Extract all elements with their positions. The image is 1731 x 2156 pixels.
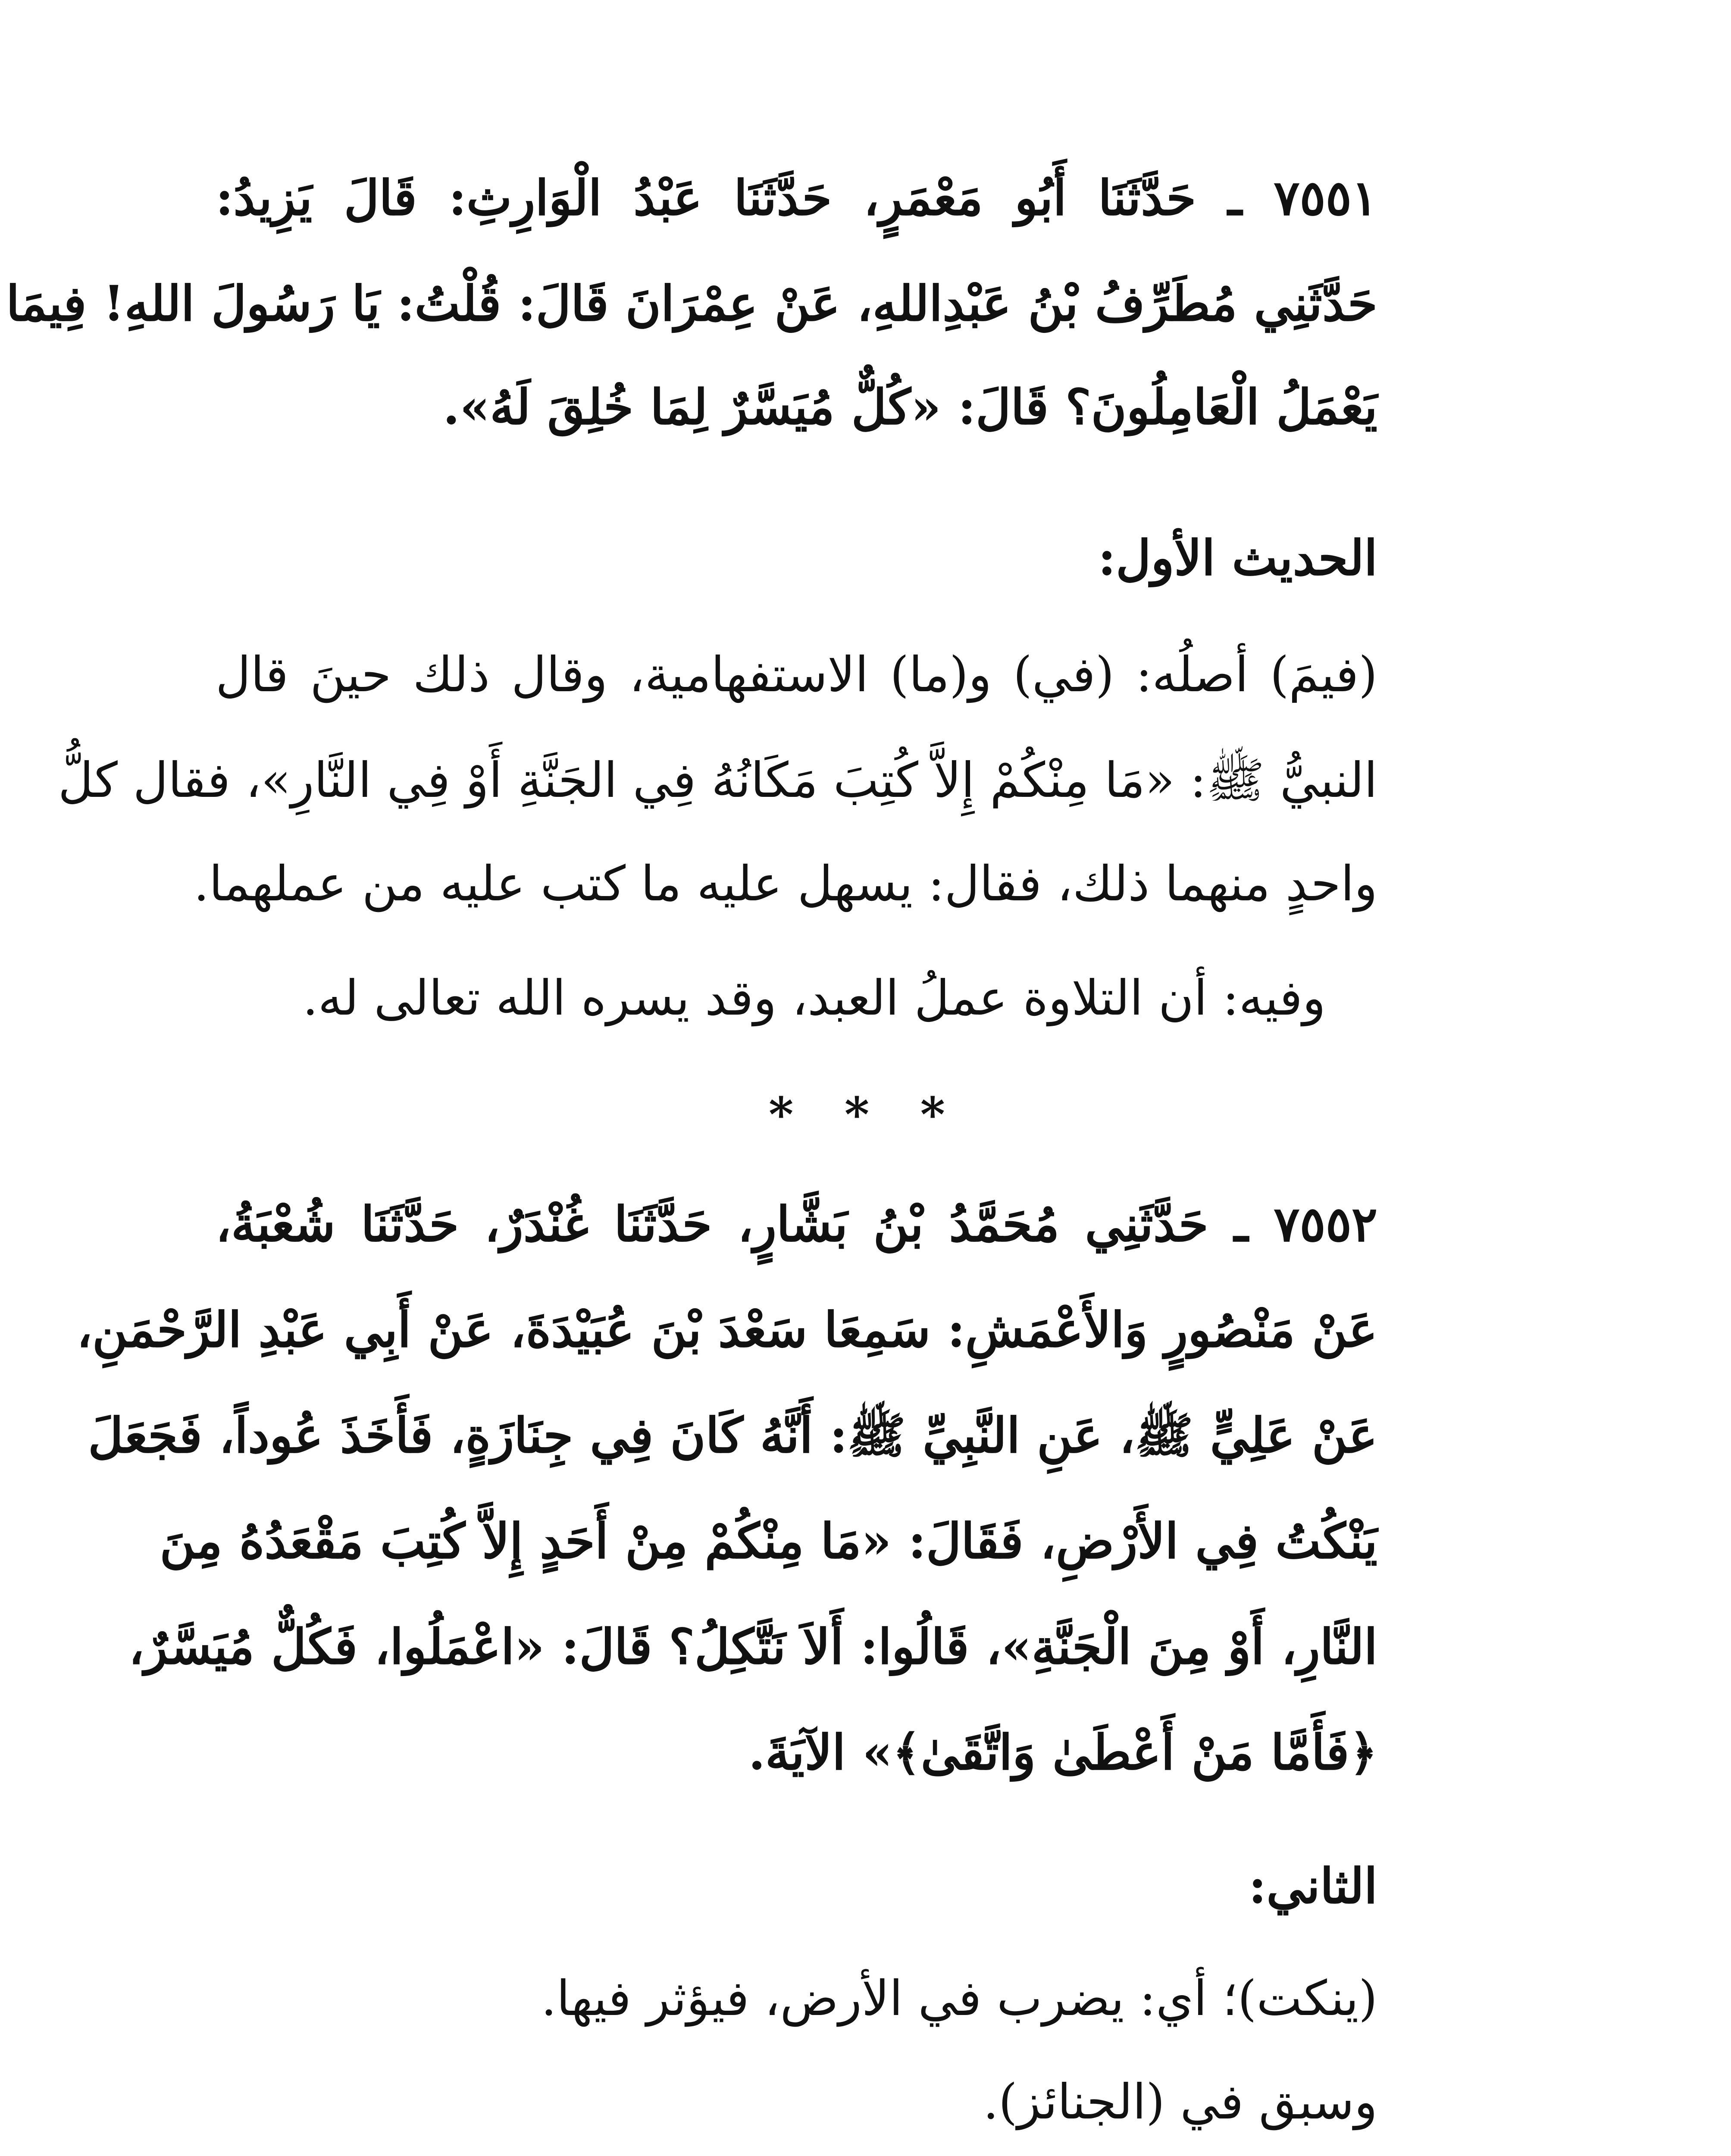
hadith-7552-line-2: عَنْ مَنْصُورٍ وَالأَعْمَشِ: سَمِعَا سَعْدَ بْنَ عُبَيْدَةَ، عَنْ أَبِي عَبْدِ الرَّحْمَنِ،	[76, 1302, 1377, 1358]
separator-stars-1: * * *	[768, 1087, 963, 1142]
section-1-paragraph-line-1: (فيمَ) أصلُه: (في) و(ما) الاستفهامية، وقال ذلك حينَ قال	[216, 647, 1377, 703]
hadith-7552-line-5: النَّارِ، أَوْ مِنَ الْجَنَّةِ»، قَالُوا: أَلاَ نَتَّكِلُ؟ قَالَ: «اعْمَلُوا، فَكُلٌّ مُيَسَّرٌ،	[128, 1619, 1377, 1675]
section-2-line-2: وسبق في (الجنائز).	[983, 2074, 1377, 2130]
hadith-7551-line-2: حَدَّثَنِي مُطَرِّفُ بْنُ عَبْدِاللهِ، عَنْ عِمْرَانَ قَالَ: قُلْتُ: يَا رَسُولَ اللهِ! فِيمَا	[6, 276, 1377, 332]
hadith-7552-line-1: ٧٥٥٢ ـ حَدَّثَنِي مُحَمَّدُ بْنُ بَشَّارٍ، حَدَّثَنَا غُنْدَرٌ، حَدَّثَنَا شُعْبَةُ،	[216, 1196, 1377, 1253]
section-2-line-1: (ينكت)؛ أي: يضرب في الأرض، فيؤثر فيها.	[541, 1971, 1377, 2027]
hadith-7552-line-3: عَنْ عَلِيٍّ ﷺ، عَنِ النَّبِيِّ ﷺ: أَنَّهُ كَانَ فِي جِنَازَةٍ، فَأَخَذَ عُوداً، فَجَعَلَ	[88, 1407, 1377, 1464]
section-2-heading: الثاني:	[1248, 1858, 1377, 1915]
section-1-heading: الحديث الأول:	[1098, 530, 1377, 586]
section-1-paragraph-line-2: النبيُّ ﷺ: «مَا مِنْكُمْ إِلاَّ كُتِبَ مَكَانُهُ فِي الجَنَّةِ أَوْ فِي النَّارِ»، فقال كلُّ	[58, 752, 1377, 808]
hadith-7551-line-1: ٧٥٥١ ـ حَدَّثَنَا أَبُو مَعْمَرٍ، حَدَّثَنَا عَبْدُ الْوَارِثِ: قَالَ يَزِيدُ:	[216, 170, 1377, 226]
section-1-paragraph-line-3: واحدٍ منهما ذلك، فقال: يسهل عليه ما كتب عليه من عملهما.	[194, 856, 1377, 912]
hadith-7551-line-3: يَعْمَلُ الْعَامِلُونَ؟ قَالَ: «كُلٌّ مُيَسَّرٌ لِمَا خُلِقَ لَهُ».	[443, 379, 1377, 436]
hadith-7552-line-4: يَنْكُتُ فِي الأَرْضِ، فَقَالَ: «مَا مِنْكُمْ مِنْ أَحَدٍ إِلاَّ كُتِبَ مَقْعَدُهُ مِنَ	[160, 1513, 1377, 1570]
section-1-note: وفيه: أن التلاوة عملُ العبد، وقد يسره الله تعالى له.	[303, 970, 1326, 1026]
hadith-7552-line-6: ﴿فَأَمَّا مَنْ أَعْطَىٰ وَاتَّقَىٰ﴾» الآيَةَ.	[748, 1724, 1377, 1781]
